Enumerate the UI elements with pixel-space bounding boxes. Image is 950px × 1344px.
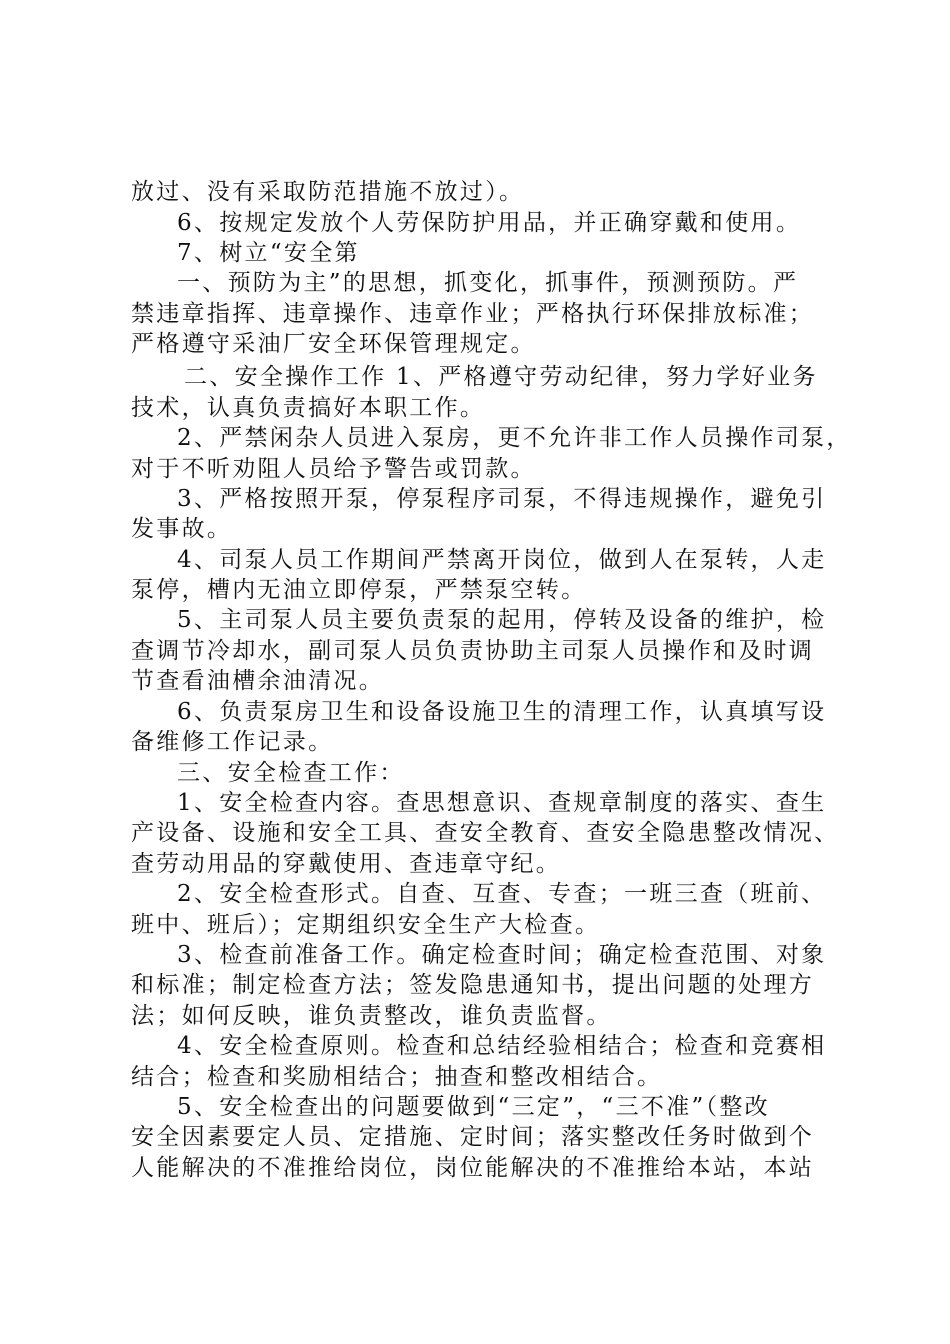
text-line: 放过、没有采取防范措施不放过）。 [131, 179, 525, 205]
text-line: 人能解决的不准推给岗位，岗位能解决的不准推给本站，本站 [131, 1155, 815, 1181]
text-line: 2、安全检查形式。自查、互查、专查；一班三查（班前、 [177, 881, 827, 907]
text-line: 1、安全检查内容。查思想意识、查规章制度的落实、查生 [177, 790, 827, 816]
text-line: 禁违章指挥、违章操作、违章作业；严格执行环保排放标准； [131, 301, 815, 327]
text-line: 3、检查前准备工作。确定检查时间；确定检查范围、对象 [177, 942, 827, 968]
text-line: 发事故。 [131, 516, 233, 542]
text-line: 严格遵守采油厂安全环保管理规定。 [131, 331, 536, 357]
text-line: 泵停，槽内无油立即停泵，严禁泵空转。 [131, 577, 587, 603]
text-line: 备维修工作记录。 [131, 729, 334, 755]
text-line: 班中、班后）；定期组织安全生产大检查。 [131, 912, 601, 938]
text-line: 6、按规定发放个人劳保防护用品，并正确穿戴和使用。 [177, 210, 802, 236]
text-line: 3、严格按照开泵，停泵程序司泵，不得违规操作，避免引 [177, 486, 827, 512]
text-line: 和标准；制定检查方法；签发隐患通知书，提出问题的处理方 [131, 972, 815, 998]
text-line: 三、安全检查工作： [177, 760, 405, 786]
text-line: 产设备、设施和安全工具、查安全教育、查安全隐患整改情况、 [131, 820, 840, 846]
text-line: 4、安全检查原则。检查和总结经验相结合；检查和竞赛相 [177, 1033, 827, 1059]
text-line: 2、严禁闲杂人员进入泵房，更不允许非工作人员操作司泵， [177, 425, 852, 451]
text-line: 5、主司泵人员主要负责泵的起用，停转及设备的维护，检 [177, 607, 827, 633]
text-line: 6、负责泵房卫生和设备设施卫生的清理工作，认真填写设 [177, 699, 827, 725]
text-line: 5、安全检查出的问题要做到“三定”，“三不准”（整改 [177, 1094, 770, 1120]
text-line: 节查看油槽余油清况。 [131, 668, 384, 694]
text-line: 技术，认真负责搞好本职工作。 [131, 395, 486, 421]
text-line: 查劳动用品的穿戴使用、查违章守纪。 [131, 851, 562, 877]
text-line: 查调节冷却水，副司泵人员负责协助主司泵人员操作和及时调 [131, 638, 815, 664]
text-line: 结合；检查和奖励相结合；抽查和整改相结合。 [131, 1064, 663, 1090]
text-line: 一、预防为主”的思想，抓变化，抓事件，预测预防。严 [177, 270, 799, 296]
text-line: 7、树立“安全第 [177, 240, 360, 266]
text-line: 法；如何反映，谁负责整改，谁负责监督。 [131, 1003, 612, 1029]
text-line: 安全因素要定人员、定措施、定时间；落实整改任务时做到个 [131, 1124, 815, 1150]
text-line: 二、安全操作工作 1、严格遵守劳动纪律，努力学好业务 [184, 364, 818, 390]
text-line: 4、司泵人员工作期间严禁离开岗位，做到人在泵转，人走 [177, 547, 827, 573]
text-line: 对于不听劝阻人员给予警告或罚款。 [131, 456, 536, 482]
